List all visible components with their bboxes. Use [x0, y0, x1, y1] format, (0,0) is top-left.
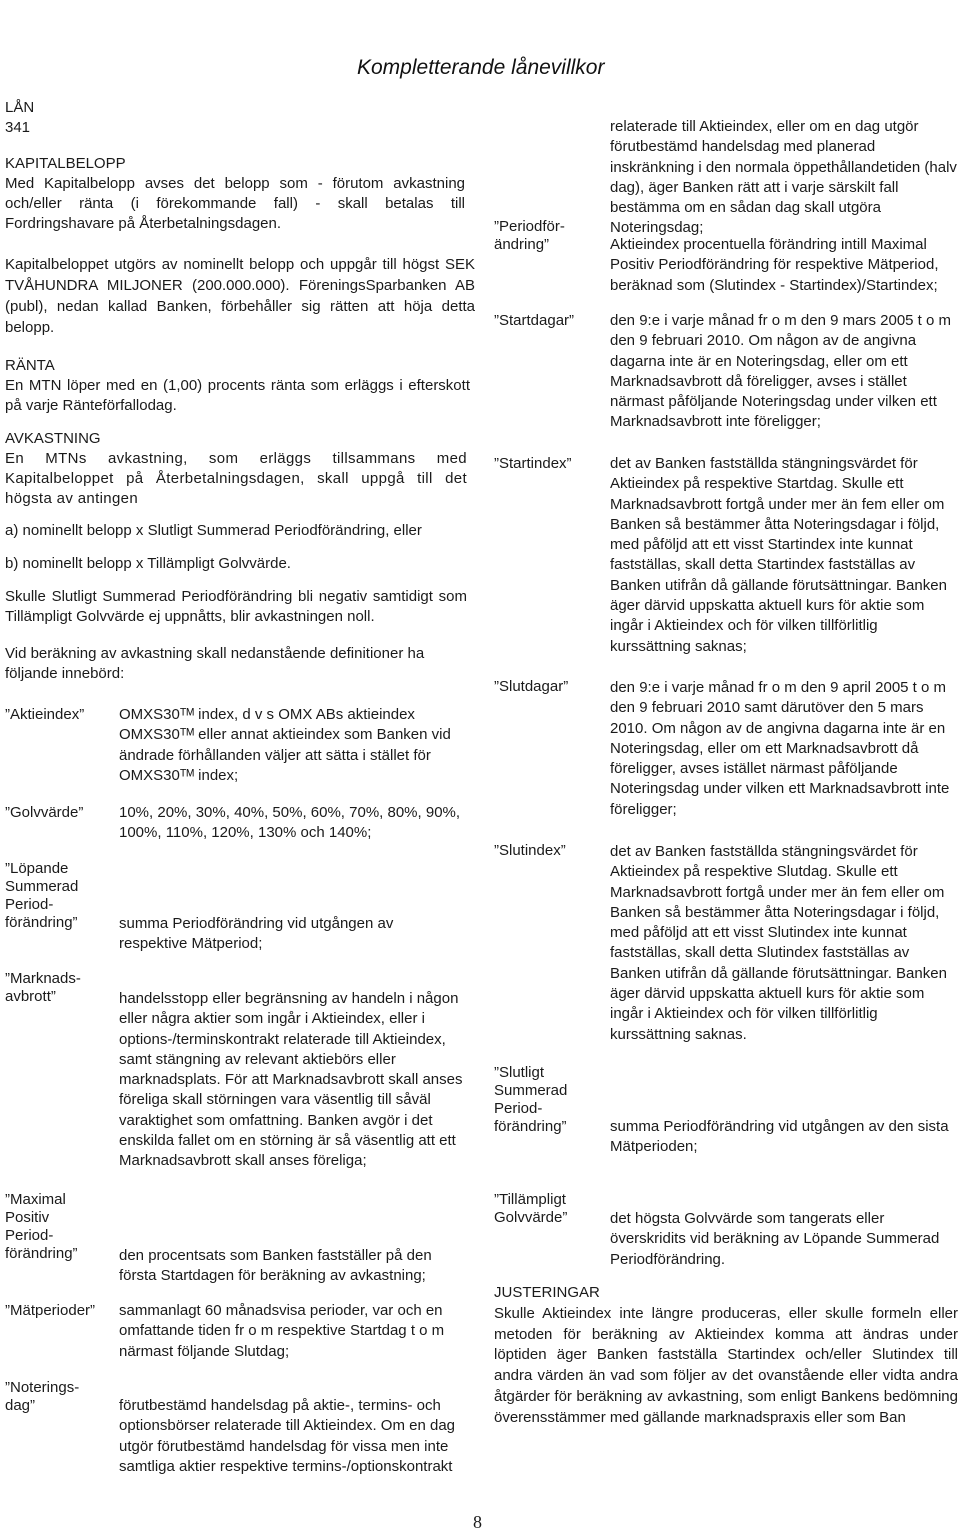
- def-text-maximal-positiv: den procentsats som Banken fastställer på den första Startdagen för beräkning av avkastning;: [119, 1247, 432, 1285]
- def-text-tillampligt-golvvarde: det högsta Golvvärde som tangerats eller överskridits vid beräkning av Löpande Summerad Periodförändring.: [610, 1210, 940, 1268]
- avk-p2-text: Skulle Slutligt Summerad Periodförändring bli negativ samtidigt som Tillämpligt Golvvärde ej uppnåtts, blir avkastningen noll.: [5, 588, 467, 625]
- def-text-periodforandring: Aktieindex procentuella förändring intill Maximal Positiv Periodförändring för respektive Mätperiod, beräknad som (Slutindex - Startindex)/Startindex;: [610, 236, 939, 294]
- kapitalbelopp-paragraph-2: [5, 254, 475, 338]
- def-text-slutligt-summerad: summa Periodförändring vid utgången av den sista Mätperioden;: [610, 1118, 949, 1156]
- def-term-golvvarde: ”Golvvärde”: [5, 804, 84, 821]
- def-text-marknadsavbrott: handelsstopp eller begränsning av handeln i någon eller några aktier som ingår i Aktieindex, eller i options-/terminskontrakt relaterade till Aktieindex, samt stängning av relevant aktiebörs eller marknadsplats. För att Marknadsavbrott skall anses föreliga skall störningen vara väsentlig till såväl varaktighet som omfattning. Banken avgör i det enskilda fallet om en störning är så väsentlig att ett Marknadsavbrott skall anses föreliga;: [119, 990, 463, 1170]
- kapitalbelopp-section: [5, 154, 465, 234]
- avkastning-paragraph: En MTNs avkastning, som erläggs tillsammans med Kapitalbeloppet på Återbetalningsdagen, skall uppgå till det högsta av antingen: [5, 450, 467, 507]
- kapitalbelopp-p2-text: Kapitalbeloppet utgörs av nominellt belopp och uppgår till högst SEK TVÅHUNDRA MILJONER (200.000.000). FöreningsSparbanken AB (publ), nedan kallad Banken, förbehåller sig rätten att höja detta belopp.: [5, 256, 475, 336]
- avkastning-section: [5, 429, 467, 509]
- def-term-startdagar: ”Startdagar”: [494, 312, 575, 329]
- def-term-lopande-summerad: ”Löpande Summerad Period-förändring”: [5, 860, 79, 931]
- ranta-section: [5, 356, 470, 416]
- def-term-tillampligt-golvvarde: ”Tillämpligt Golvvärde”: [494, 1191, 568, 1226]
- def-term-maximal-positiv: ”Maximal Positiv Period-förändring”: [5, 1191, 78, 1262]
- def-text-slutdagar: den 9:e i varje månad fr o m den 9 april 2005 t o m den 9 februari 2010 samt därutöver den 5 mars 2010. Om någon av de angivna dagarna inte är en Noteringsdag, eller om ett Marknadsavbrott då föreligger, avses istället närmast påföljande Noteringsdag under vilken ett Marknadsavbrott inte föreligger;: [610, 679, 950, 818]
- def-term-slutindex: ”Slutindex”: [494, 842, 566, 859]
- avk-p3-text: Vid beräkning av avkastning skall nedanstående definitioner ha följande innebörd:: [5, 645, 425, 682]
- justeringar-paragraph: Skulle Aktieindex inte längre produceras, eller skulle formeln eller metoden för beräkning av Aktieindex komma att ändras under löptiden äger Banken fastställa Startindex och/eller Slutindex till andra värden än vad som följer av det ovanstående eller vidta andra åtgärder för beräkning av avkastning, som enligt Bankens bedömning överensstämmer med gällande marknadspraxis eller som Ban: [494, 1304, 958, 1426]
- justeringar-heading: JUSTERINGAR: [494, 1284, 600, 1301]
- avkastning-paragraph-2: [5, 587, 467, 627]
- option-a-text: a) nominellt belopp x Slutligt Summerad Periodförändring, eller: [5, 522, 422, 539]
- option-b-text: b) nominellt belopp x Tillämpligt Golvvärde.: [5, 555, 291, 572]
- page-number: 8: [473, 1512, 482, 1532]
- def-term-slutdagar: ”Slutdagar”: [494, 678, 569, 695]
- def-term-noteringsdag: ”Noterings-dag”: [5, 1379, 80, 1414]
- def-term-periodforandring: ”Periodför-ändring”: [494, 218, 565, 253]
- def-term-marknadsavbrott: ”Marknads-avbrott”: [5, 970, 81, 1005]
- avkastning-option-b: [5, 554, 475, 574]
- def-text-noteringsdag: förutbestämd handelsdag på aktie-, termins- och optionsbörser relaterade till Aktieindex. Om en dag utgör förutbestämd handelsdag för vissa men inte samtliga aktier respektive termins-/optionskontrakt: [119, 1397, 456, 1475]
- def-term-startindex: ”Startindex”: [494, 455, 572, 472]
- noteringsdag-continued: relaterade till Aktieindex, eller om en dag utgör förutbestämd handelsdag med planerad inskränkning i den normala öppethållandetiden (halv dag), äger Banken rätt att i varje särskilt fall bestämma om en sådan dag skall utgöra Noteringsdag;: [610, 118, 957, 237]
- def-text-startdagar: den 9:e i varje månad fr o m den 9 mars 2005 t o m den 9 februari 2010. Om någon av de angivna dagarna inte är en Noteringsdag, eller om ett Marknadsavbrott då föreligger, avses i stället närmast påföljande Noteringsdag under vilken ett Marknadsavbrott inte föreligger;: [610, 312, 952, 431]
- avkastning-paragraph-3: [5, 644, 460, 684]
- def-text-slutindex: det av Banken fastställda stängningsvärdet för Aktieindex på respektive Slutdag. Skulle ett Marknadsavbrott fortgå under mer än fem eller om Banken så bestämmer åtta Noteringsdagar i följd, med påföljd att ett visst Slutindex inte kunnat fastställas, skall detta Slutindex fastställas av Banken utifrån då gällande förutsättningar. Banken äger därvid uppskatta aktuell kurs för aktie som ingår i Aktieindex och för vilken tillförlitlig kurssättning saknas.: [610, 843, 947, 1043]
- kapitalbelopp-heading: KAPITALBELOPP: [5, 155, 126, 172]
- def-term-slutligt-summerad: ”Slutligt Summerad Period-förändring”: [494, 1064, 568, 1135]
- page-title: Kompletterande lånevillkor: [357, 56, 605, 79]
- ranta-heading: RÄNTA: [5, 357, 55, 374]
- lan-value: 341: [5, 119, 31, 136]
- def-text-matperioder: sammanlagt 60 månadsvisa perioder, var och en omfattande tiden fr o m respektive Startdag t o m närmast följande Slutdag;: [119, 1302, 445, 1360]
- def-text-aktieindex: OMXS30ᵀᴹ index, d v s OMX ABs aktieindex OMXS30ᵀᴹ eller annat aktieindex som Banken vid ändrade förhållanden väljer att sätta i stället för OMXS30ᵀᴹ index;: [119, 706, 451, 784]
- def-term-matperioder: ”Mätperioder”: [5, 1302, 96, 1319]
- def-text-lopande-summerad: summa Periodförändring vid utgången av respektive Mätperiod;: [119, 915, 394, 953]
- ranta-paragraph: En MTN löper med en (1,00) procents ränta som erläggs i efterskott på varje Ränteförfallodag.: [5, 377, 470, 414]
- justeringar-section: [494, 1283, 958, 1429]
- avkastning-option-a: [5, 521, 475, 541]
- lan-block: [5, 98, 34, 138]
- def-term-aktieindex: ”Aktieindex”: [5, 706, 85, 723]
- kapitalbelopp-paragraph-1: Med Kapitalbelopp avses det belopp som - förutom avkastning och/eller ränta (i förekommande fall) - skall betalas till Fordringshavare på Återbetalningsdagen.: [5, 175, 465, 232]
- lan-label: LÅN: [5, 99, 35, 116]
- def-text-golvvarde: 10%, 20%, 30%, 40%, 50%, 60%, 70%, 80%, 90%, 100%, 110%, 120%, 130% och 140%;: [119, 804, 461, 842]
- def-text-startindex: det av Banken fastställda stängningsvärdet för Aktieindex på respektive Startdag. Skulle ett Marknadsavbrott fortgå under mer än fem eller om Banken så bestämmer åtta Noteringsdagar i följd, med påföljd att ett visst Startindex inte kunnat fastställas, skall detta Startindex fastställas av Banken utifrån då gällande förutsättningar. Banken äger därvid uppskatta aktuell kurs för aktie som ingår i Aktieindex och för vilken tillförlitlig kurssättning saknas;: [610, 455, 947, 655]
- avkastning-heading: AVKASTNING: [5, 430, 101, 447]
